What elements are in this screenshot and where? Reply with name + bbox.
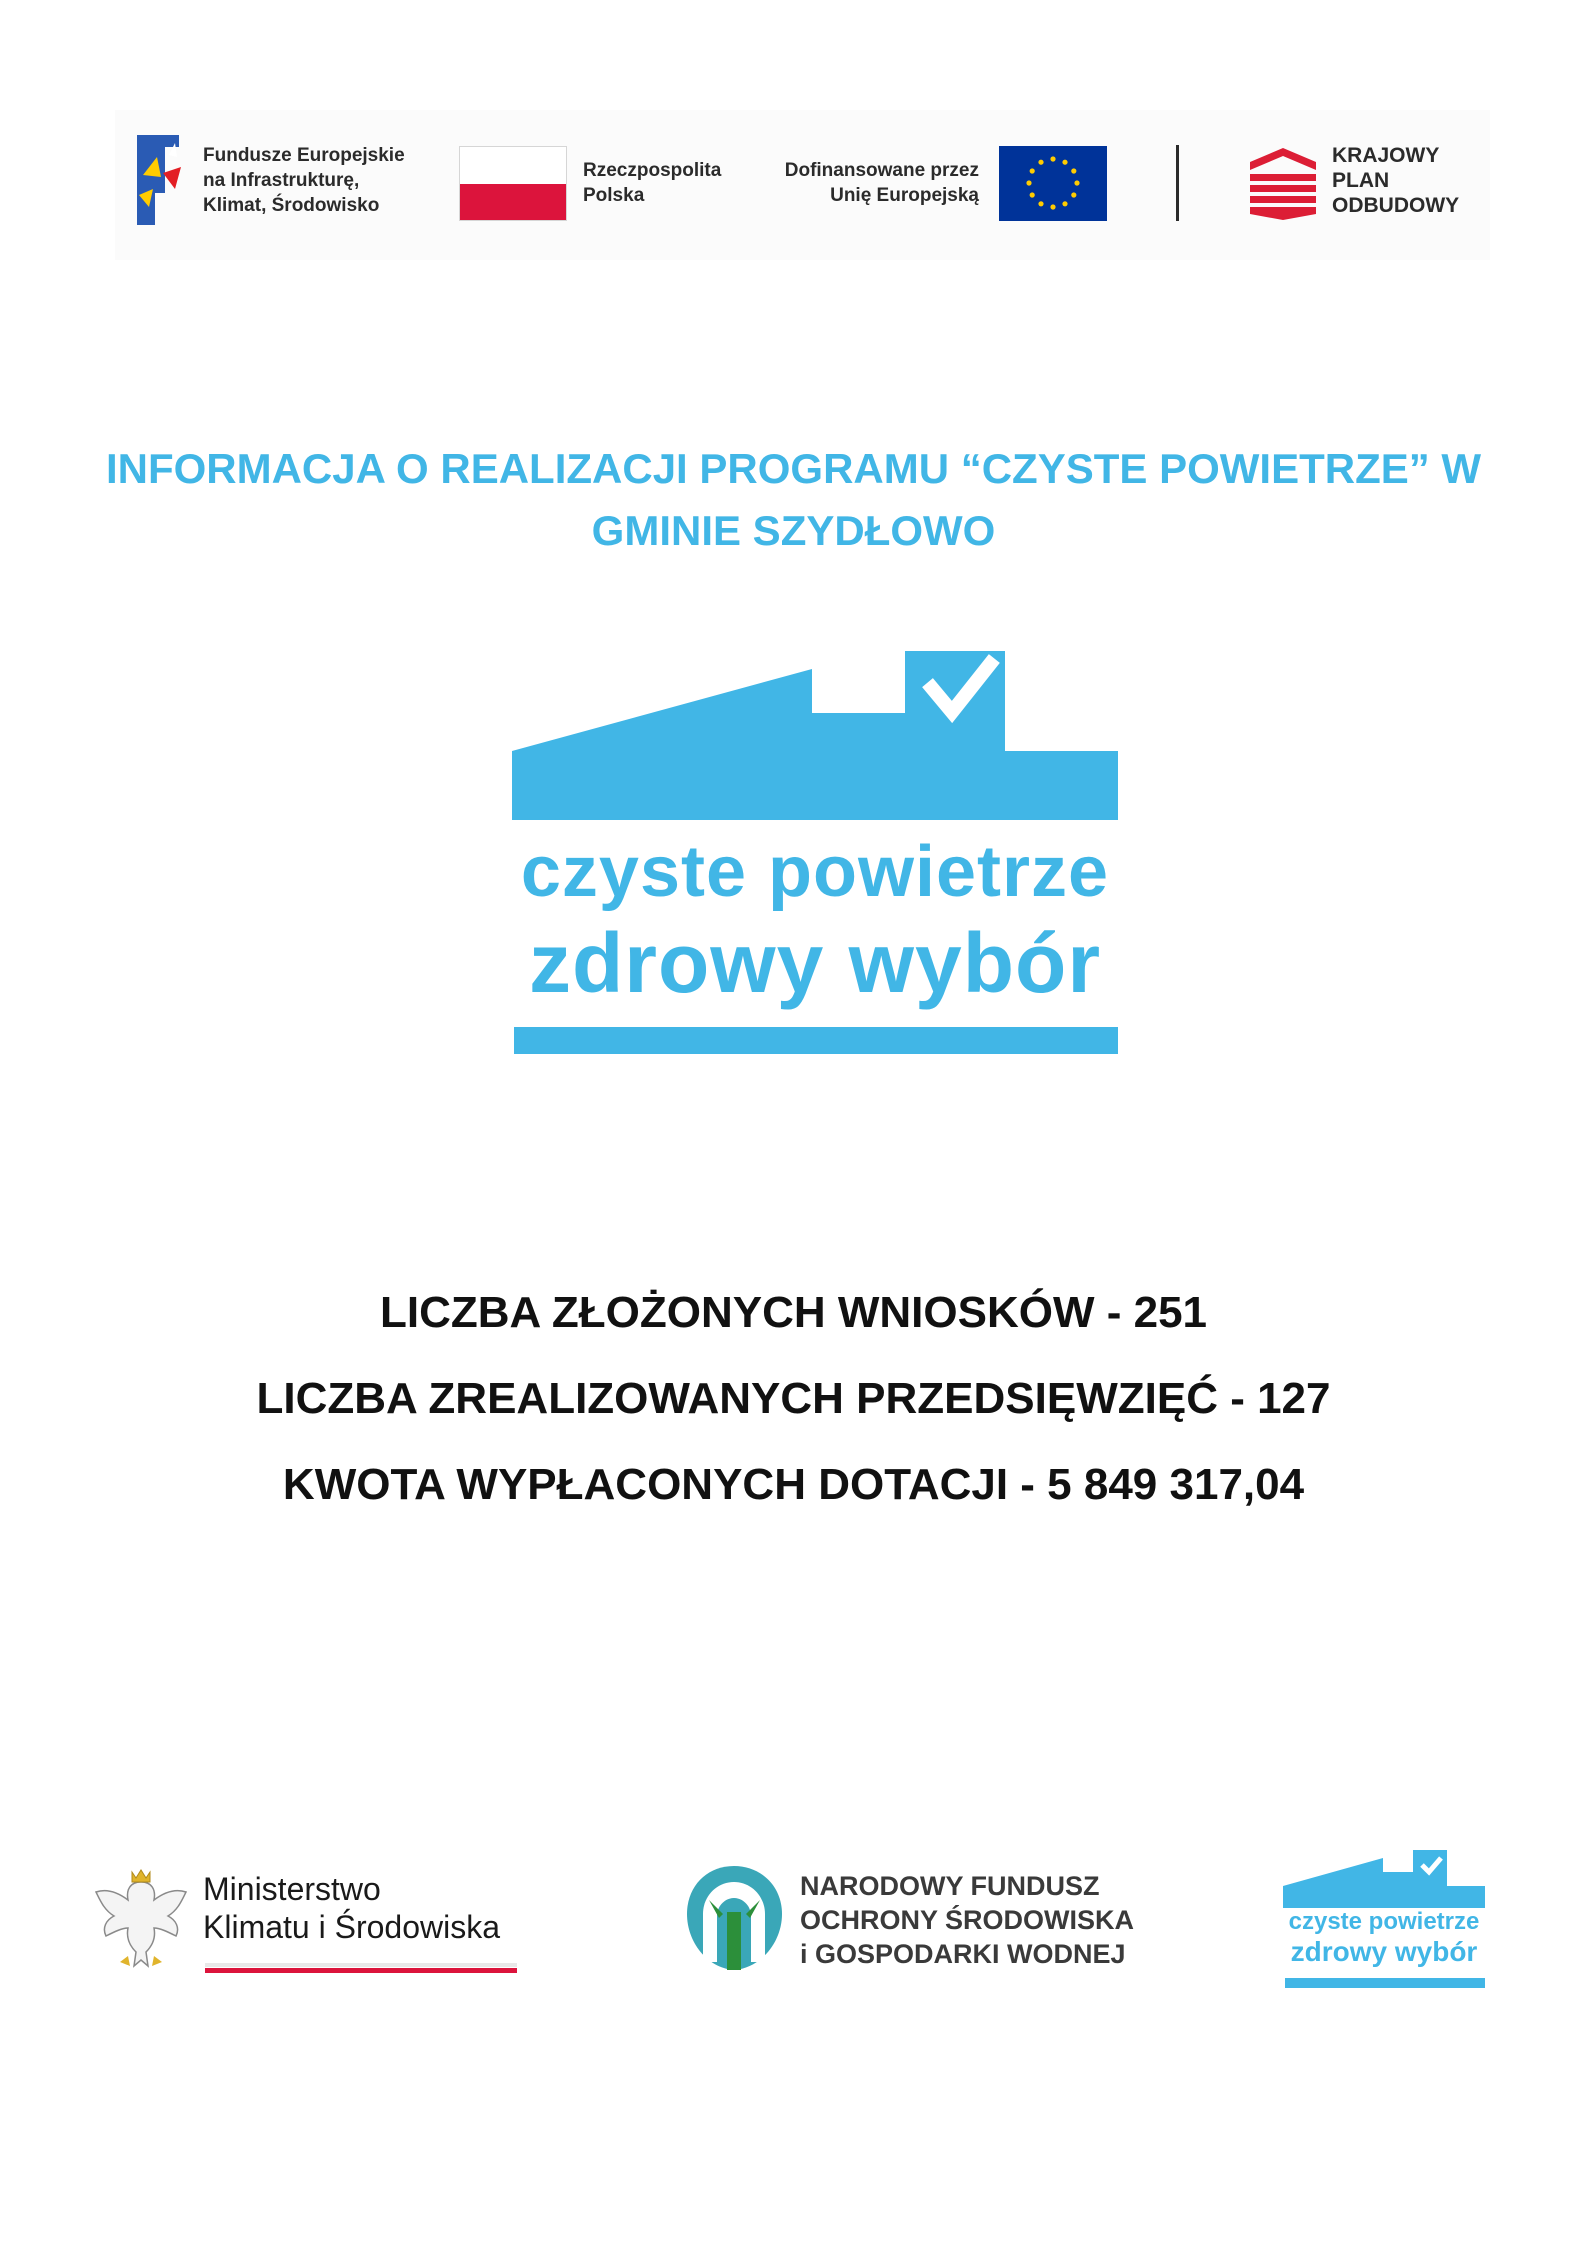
ue-logo-text	[753, 158, 979, 208]
poland-flag-icon	[459, 146, 567, 221]
nfos-text-line: OCHRONY ŚRODOWISKA	[800, 1905, 1135, 1935]
fe-text-line: Klimat, Środowisko	[203, 195, 380, 216]
title-line: INFORMACJA O REALIZACJI PROGRAMU “CZYSTE POWIETRZE” W	[105, 445, 1482, 492]
logo-text-line2: zdrowy wybór	[528, 916, 1102, 1010]
logo-text-line1: czyste powietrze	[520, 832, 1110, 912]
ministry-text-line: Ministerstwo	[203, 1871, 381, 1907]
house-roof-shape	[512, 651, 1118, 820]
small-logo-line1: czyste powietrze	[1288, 1908, 1480, 1935]
rp-text-line: Rzeczpospolita	[583, 160, 722, 181]
rp-logo-text	[583, 158, 721, 208]
nfos-text-line: NARODOWY FUNDUSZ	[800, 1871, 1100, 1901]
stat-subsidies: KWOTA WYPŁACONYCH DOTACJI - 5 849 317,04	[282, 1460, 1305, 1509]
logo-underline-bar	[514, 1027, 1118, 1054]
eagle-emblem-icon	[90, 1866, 192, 1974]
page-title	[90, 438, 1497, 562]
statistics-block	[90, 1270, 1497, 1528]
ue-text-line: Unię Europejską	[830, 185, 979, 206]
eu-flag-icon	[999, 146, 1107, 221]
small-logo-line2: zdrowy wybór	[1290, 1936, 1478, 1967]
kpo-text-line: ODBUDOWY	[1332, 194, 1460, 217]
fe-text-line: Fundusze Europejskie	[203, 145, 405, 166]
kpo-text-line: KRAJOWY	[1332, 144, 1440, 167]
ministry-logo-text	[203, 1870, 500, 1946]
fe-logo-icon	[135, 133, 193, 227]
ministry-text-line: Klimatu i Środowiska	[203, 1909, 500, 1945]
rp-text-line: Polska	[583, 185, 645, 206]
ministry-line-white	[205, 1963, 517, 1967]
nfos-text-line: i GOSPODARKI WODNEJ	[800, 1939, 1126, 1969]
stat-projects: LICZBA ZREALIZOWANYCH PRZEDSIĘWZIĘĆ - 127	[256, 1374, 1331, 1423]
kpo-logo-icon	[1250, 148, 1316, 220]
nfosigw-logo-text	[800, 1869, 1134, 1971]
kpo-logo-text	[1332, 143, 1459, 218]
small-logo-bar	[1285, 1978, 1485, 1988]
fe-text-line: na Infrastrukturę,	[203, 170, 360, 191]
title-line: GMINIE SZYDŁOWO	[591, 507, 996, 554]
logo-separator	[1176, 145, 1179, 221]
nfosigw-logo-icon	[683, 1862, 786, 1974]
kpo-text-line: PLAN	[1332, 169, 1390, 192]
fe-logo-text	[203, 143, 443, 218]
ue-text-line: Dofinansowane przez	[784, 160, 979, 181]
ministry-line-red	[205, 1968, 517, 1973]
stat-applications: LICZBA ZŁOŻONYCH WNIOSKÓW - 251	[379, 1288, 1208, 1337]
